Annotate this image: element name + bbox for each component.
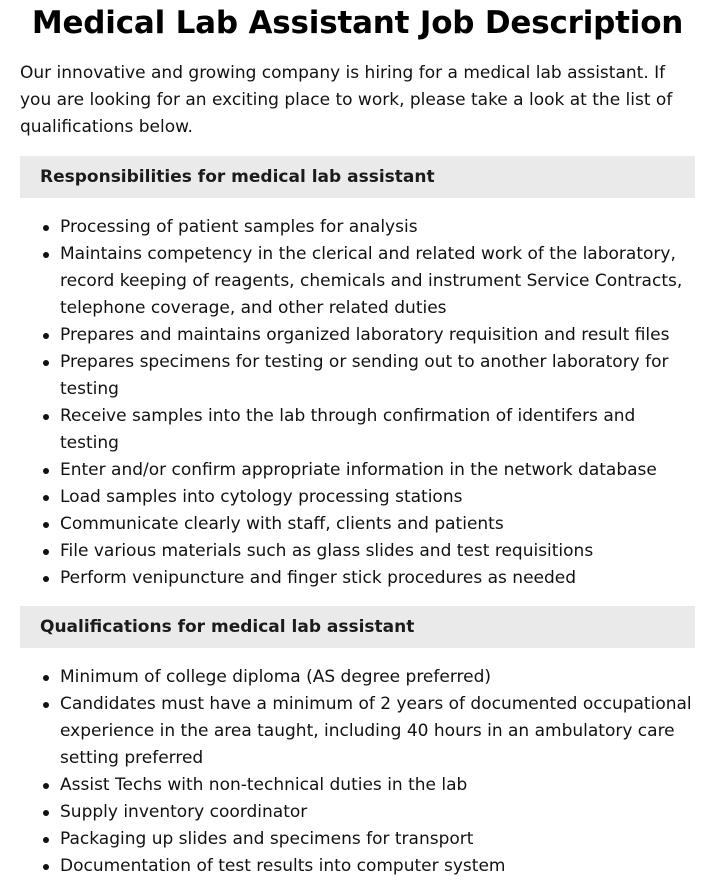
list-item: Supply inventory coordinator <box>60 799 695 826</box>
page-title: Medical Lab Assistant Job Description <box>31 5 684 41</box>
list-item: Receive samples into the lab through confirmation of identifers and testing <box>60 403 695 457</box>
qualifications-heading: Qualifications for medical lab assistant <box>20 606 695 648</box>
list-item: Processing of patient samples for analysis <box>60 214 695 241</box>
list-item: Perform venipuncture and finger stick procedures as needed <box>60 565 695 592</box>
intro-paragraph: Our innovative and growing company is hiring for a medical lab assistant. If you are looking for an exciting place to work, please take a look at the list of qualifications below. <box>20 63 673 137</box>
list-item: Load samples into cytology processing stations <box>60 484 695 511</box>
list-item: File various materials such as glass slides and test requisitions <box>60 538 695 565</box>
responsibilities-list <box>20 214 695 592</box>
list-item: Communicate clearly with staff, clients and patients <box>60 511 695 538</box>
list-item: Prepares specimens for testing or sending out to another laboratory for testing <box>60 349 695 403</box>
list-item: Maintains competency in the clerical and related work of the laboratory, record keeping of reagents, chemicals and instrument Service Contracts, telephone coverage, and other related duties <box>60 241 695 322</box>
list-item: Minimum of college diploma (AS degree preferred) <box>60 664 695 691</box>
responsibilities-heading: Responsibilities for medical lab assistant <box>20 156 695 198</box>
list-item: Packaging up slides and specimens for transport <box>60 826 695 853</box>
list-item: Enter and/or confirm appropriate information in the network database <box>60 457 695 484</box>
qualifications-list <box>20 664 695 880</box>
list-item: Documentation of test results into computer system <box>60 853 695 880</box>
list-item: Assist Techs with non-technical duties in the lab <box>60 772 695 799</box>
list-item: Candidates must have a minimum of 2 years of documented occupational experience in the area taught, including 40 hours in an ambulatory care setting preferred <box>60 691 695 772</box>
list-item: Prepares and maintains organized laboratory requisition and result files <box>60 322 695 349</box>
